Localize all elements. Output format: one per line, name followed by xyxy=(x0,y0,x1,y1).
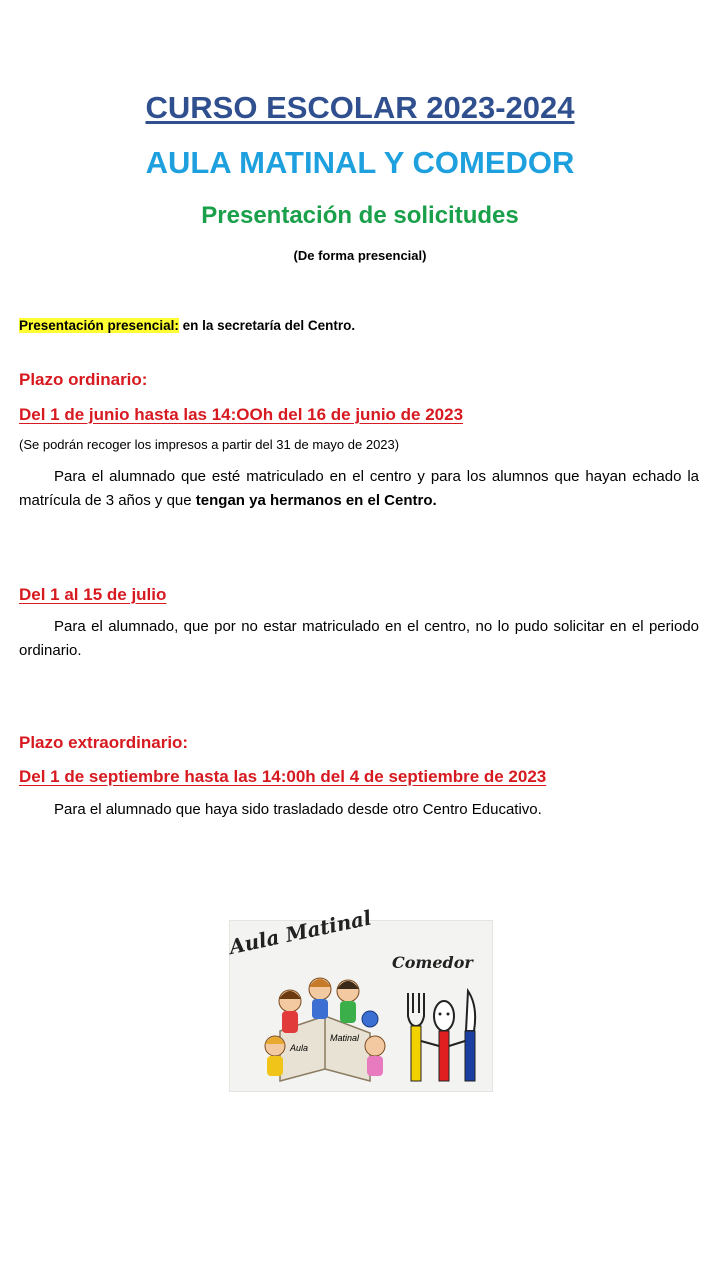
section-title: Presentación de solicitudes xyxy=(201,202,519,229)
child-head-icon xyxy=(365,1036,385,1056)
ordinario-para-bold: tengan ya hermanos en el Centro. xyxy=(195,492,437,509)
presencial-text: en la secretaría del Centro. xyxy=(178,318,356,333)
julio-paragraph: Para el alumnado, que por no estar matriculado en el centro, no lo pudo solicitar en el periodo ordinario. xyxy=(19,618,699,659)
page-subtitle: AULA MATINAL Y COMEDOR xyxy=(145,145,575,180)
extraordinario-paragraph: Para el alumnado que haya sido trasladado desde otro Centro Educativo. xyxy=(54,801,542,818)
aula-matinal-logo xyxy=(227,905,493,1092)
ordinario-paragraph xyxy=(19,465,699,513)
knife-icon xyxy=(465,991,475,1081)
logo-text-aula-matinal: Aula Matinal xyxy=(227,905,374,959)
ordinario-note: (Se podrán recoger los impresos a partir del 31 de mayo de 2023) xyxy=(19,437,400,452)
mode-note: (De forma presencial) xyxy=(293,248,427,263)
presencial-label: Presentación presencial: xyxy=(19,318,179,333)
ball-icon xyxy=(362,1011,378,1027)
page-title: CURSO ESCOLAR 2023-2024 xyxy=(145,90,575,125)
spoon-icon xyxy=(434,1001,454,1081)
julio-dates: Del 1 al 15 de julio xyxy=(19,585,167,604)
fork-icon xyxy=(408,993,424,1081)
extraordinario-dates: Del 1 de septiembre hasta las 14:00h del 4 de septiembre de 2023 xyxy=(19,767,547,786)
extraordinario-heading: Plazo extraordinario: xyxy=(19,733,189,752)
logo-text-comedor: Comedor xyxy=(392,953,473,972)
ordinario-heading: Plazo ordinario: xyxy=(19,370,148,389)
book-text-aula: Aula xyxy=(290,1043,309,1053)
ordinario-dates: Del 1 de junio hasta las 14:OOh del 16 de junio de 2023 xyxy=(19,405,464,424)
presencial-line xyxy=(19,318,355,333)
ordinario-para-text: Para el alumnado que esté matriculado en el centro y para los alumnos que hayan echado la matrícula de 3 años y que xyxy=(19,468,699,509)
book-text-matinal: Matinal xyxy=(330,1033,360,1043)
